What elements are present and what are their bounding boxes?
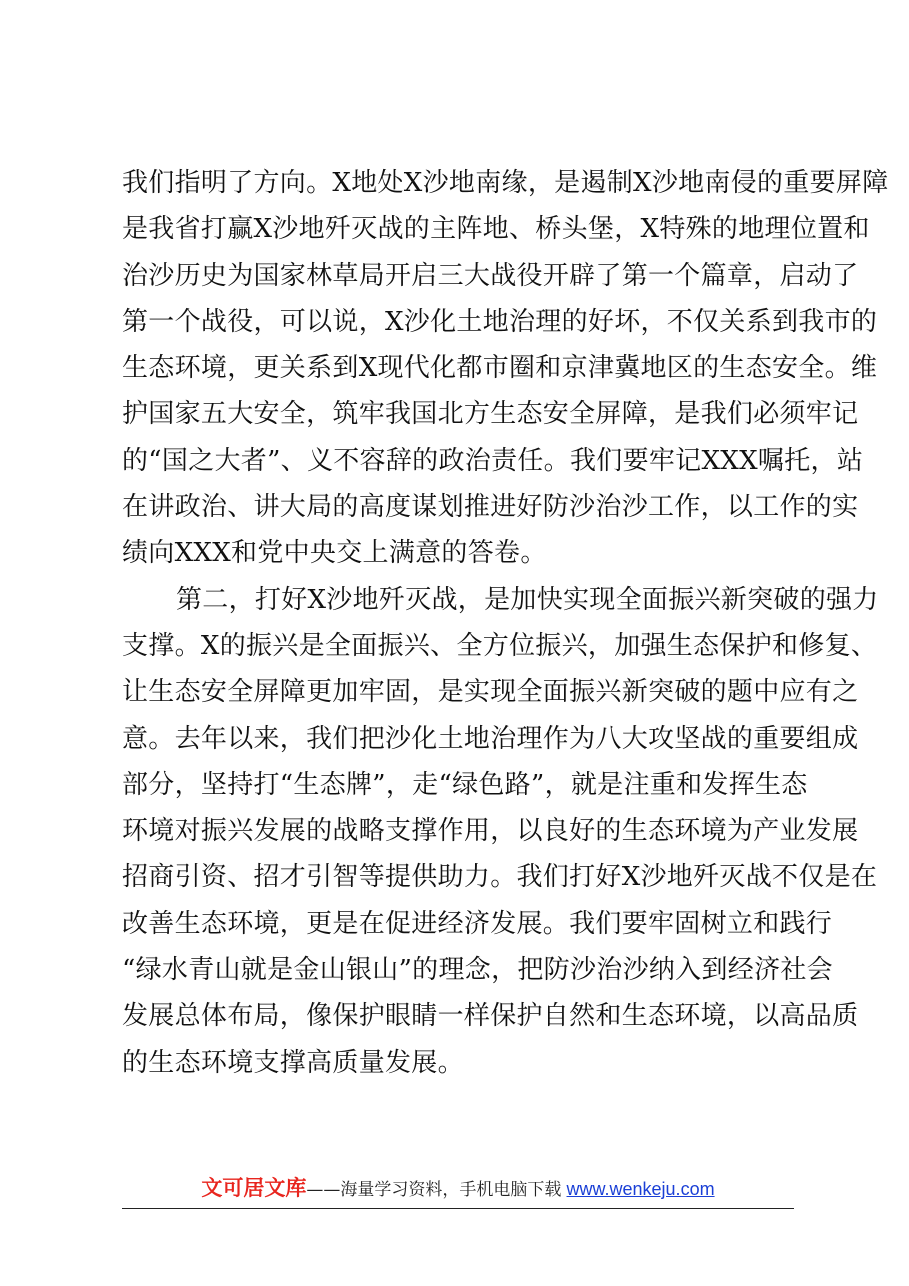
text-line: 治沙历史为国家林草局开启三大战役开辟了第一个篇章，启动了 — [122, 260, 859, 291]
text-line: 生态环境，更关系到X现代化都市圈和京津冀地区的生态安全。维 — [122, 353, 878, 384]
text-line: 部分，坚持打“生态牌”，走“绿色路”，就是注重和发挥生态 — [122, 769, 808, 800]
footer-tagline: ——海量学习资料，手机电脑下载 — [306, 1180, 562, 1200]
text-line: 发展总体布局，像保护眼睛一样保护自然和生态环境，以高品质 — [122, 1001, 859, 1032]
text-line: 在讲政治、讲大局的高度谋划推进好防沙治沙工作，以工作的实 — [122, 492, 859, 523]
text-line: 改善生态环境，更是在促进经济发展。我们要牢固树立和践行 — [122, 908, 833, 939]
paragraph-start-line: 第二，打好X沙地歼灭战，是加快实现全面振兴新突破的强力 — [176, 584, 879, 615]
text-line: “绿水青山就是金山银山”的理念，把防沙治沙纳入到经济社会 — [122, 955, 833, 986]
page-footer — [122, 1172, 794, 1209]
footer-brand: 文可居文库 — [201, 1176, 307, 1200]
text-line: 绩向XXX和党中央交上满意的答卷。 — [122, 538, 547, 569]
footer-link[interactable]: www.wenkeju.com — [566, 1179, 715, 1199]
text-line: 的生态环境支撑高质量发展。 — [122, 1047, 464, 1078]
text-line: 支撑。X的振兴是全面振兴、全方位振兴，加强生态保护和修复、 — [122, 630, 878, 661]
text-line: 我们指明了方向。X地处X沙地南缘，是遏制X沙地南侵的重要屏障 — [122, 168, 889, 198]
body-text — [122, 160, 889, 1086]
text-line: 第一个战役，可以说，X沙化土地治理的好坏，不仅关系到我市的 — [122, 306, 878, 337]
text-line: 招商引资、招才引智等提供助力。我们打好X沙地歼灭战不仅是在 — [122, 862, 878, 893]
text-line: 让生态安全屏障更加牢固，是实现全面振兴新突破的题中应有之 — [122, 677, 859, 708]
text-line: 的“国之大者”、义不容辞的政治责任。我们要牢记XXX嘱托，站 — [122, 445, 864, 476]
text-line: 护国家五大安全，筑牢我国北方生态安全屏障，是我们必须牢记 — [122, 399, 859, 430]
text-line: 环境对振兴发展的战略支撑作用，以良好的生态环境为产业发展 — [122, 816, 859, 847]
text-line: 意。去年以来，我们把沙化土地治理作为八大攻坚战的重要组成 — [122, 723, 859, 754]
text-line: 是我省打赢X沙地歼灭战的主阵地、桥头堡，X特殊的地理位置和 — [122, 214, 870, 245]
